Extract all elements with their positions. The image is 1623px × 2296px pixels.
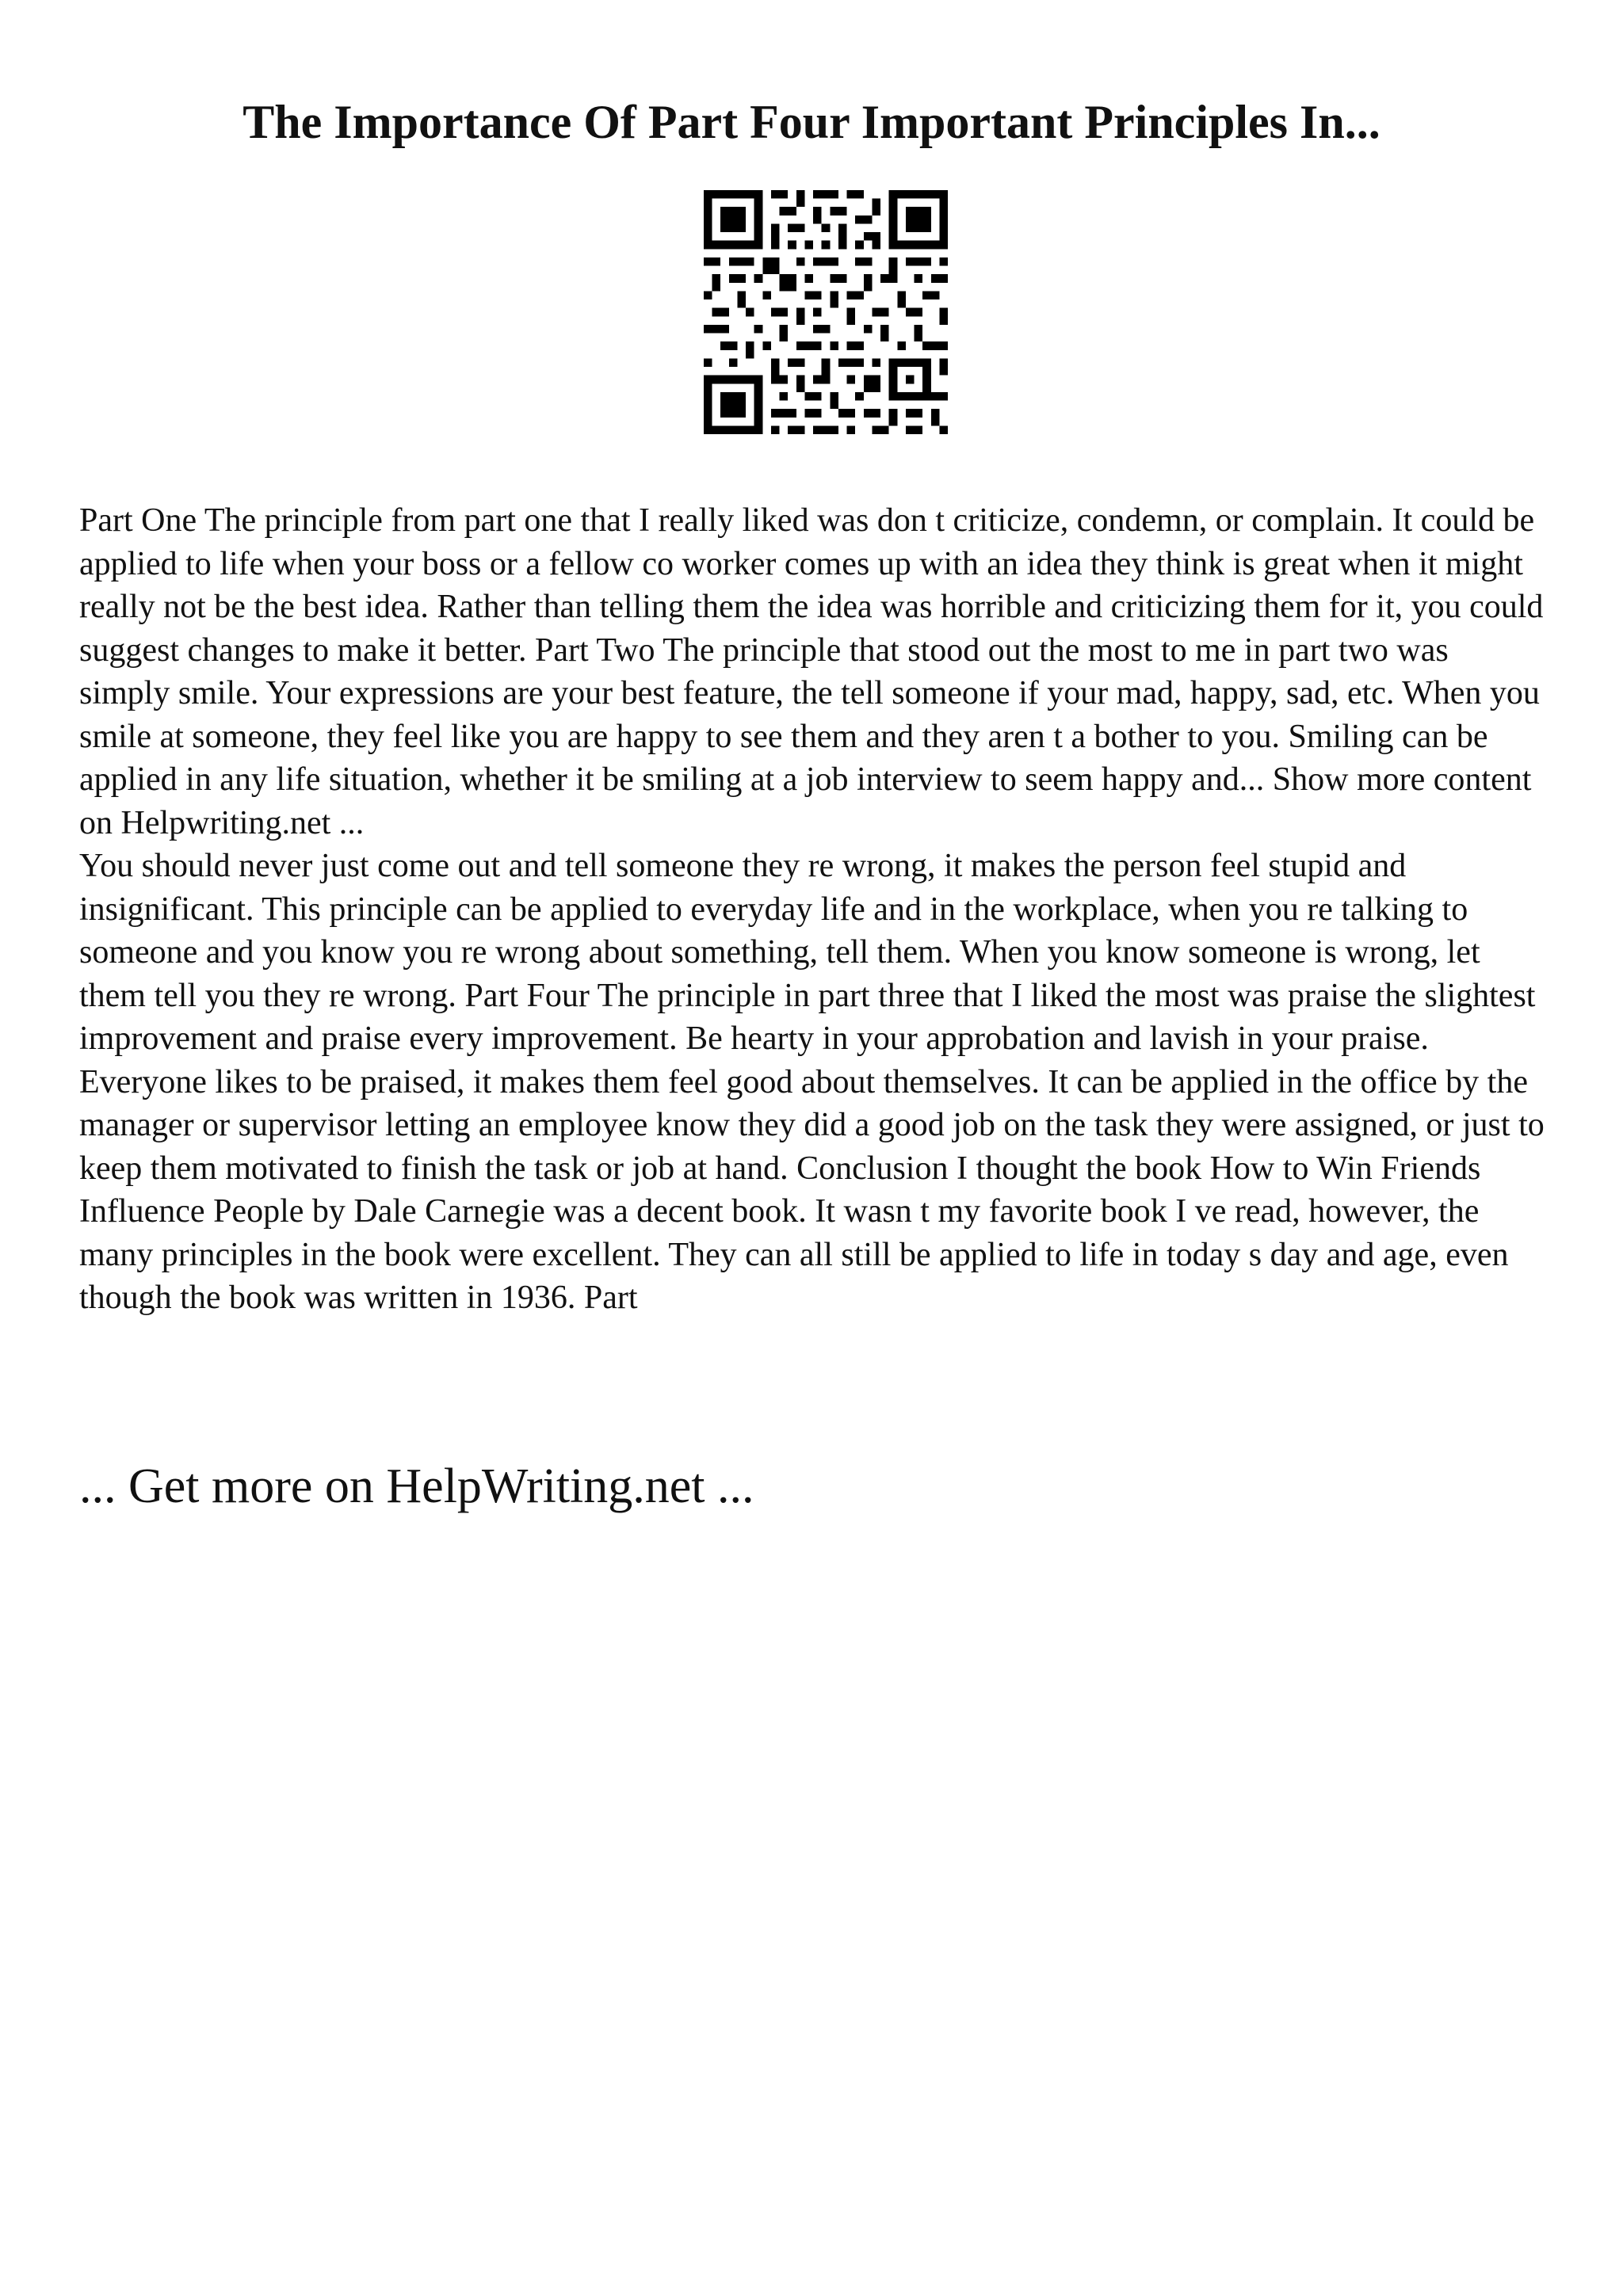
paragraph-2: You should never just come out and tell someone they re wrong, it makes the person feel stupid and insignificant. This principle can be applied to everyday life and in the workplace, when you re talking to someone and you know you re wrong about something, tell them. When you know someone is wrong, let them tell you they re wrong. Part Four The principle in part three that I liked the most was praise the slightest improvement and praise every improvement. Be hearty in your approbation and lavish in your praise. Everyone likes to be praised, it makes them feel good about themselves. It can be applied in the office by the manager or supervisor letting an employee know they did a good job on the task they were assigned, or just to keep them motivated to finish the task or job at hand. Conclusion I thought the book How to Win Friends Influence People by Dale Carnegie was a decent book. It wasn t my favorite book I ve read, however, the many principles in the book were excellent. They can all still be applied to life in today s day and age, even though the book was written in 1936. Part: [79, 848, 1545, 1316]
document-body: [79, 499, 1547, 1320]
qr-code-icon[interactable]: [704, 190, 948, 434]
document-title: The Importance Of Part Four Important Principles In...: [242, 96, 1381, 148]
get-more-link[interactable]: ... Get more on HelpWriting.net ...: [79, 1459, 754, 1513]
paragraph-1: Part One The principle from part one that I really liked was don t criticize, condemn, or complain. It could be applied to life when your boss or a fellow co worker comes up with an idea they think is great when it might really not be the best idea. Rather than telling them the idea was horrible and criticizing them for it, you could suggest changes to make it better. Part Two The principle that stood out the most to me in part two was simply smile. Your expressions are your best feature, the tell someone if your mad, happy, sad, etc. When you smile at someone, they feel like you are happy to see them and they aren t a bother to you. Smiling can be applied in any life situation, whether it be smiling at a job interview to seem happy and... Show more content on Helpwriting.net ...: [79, 502, 1544, 841]
